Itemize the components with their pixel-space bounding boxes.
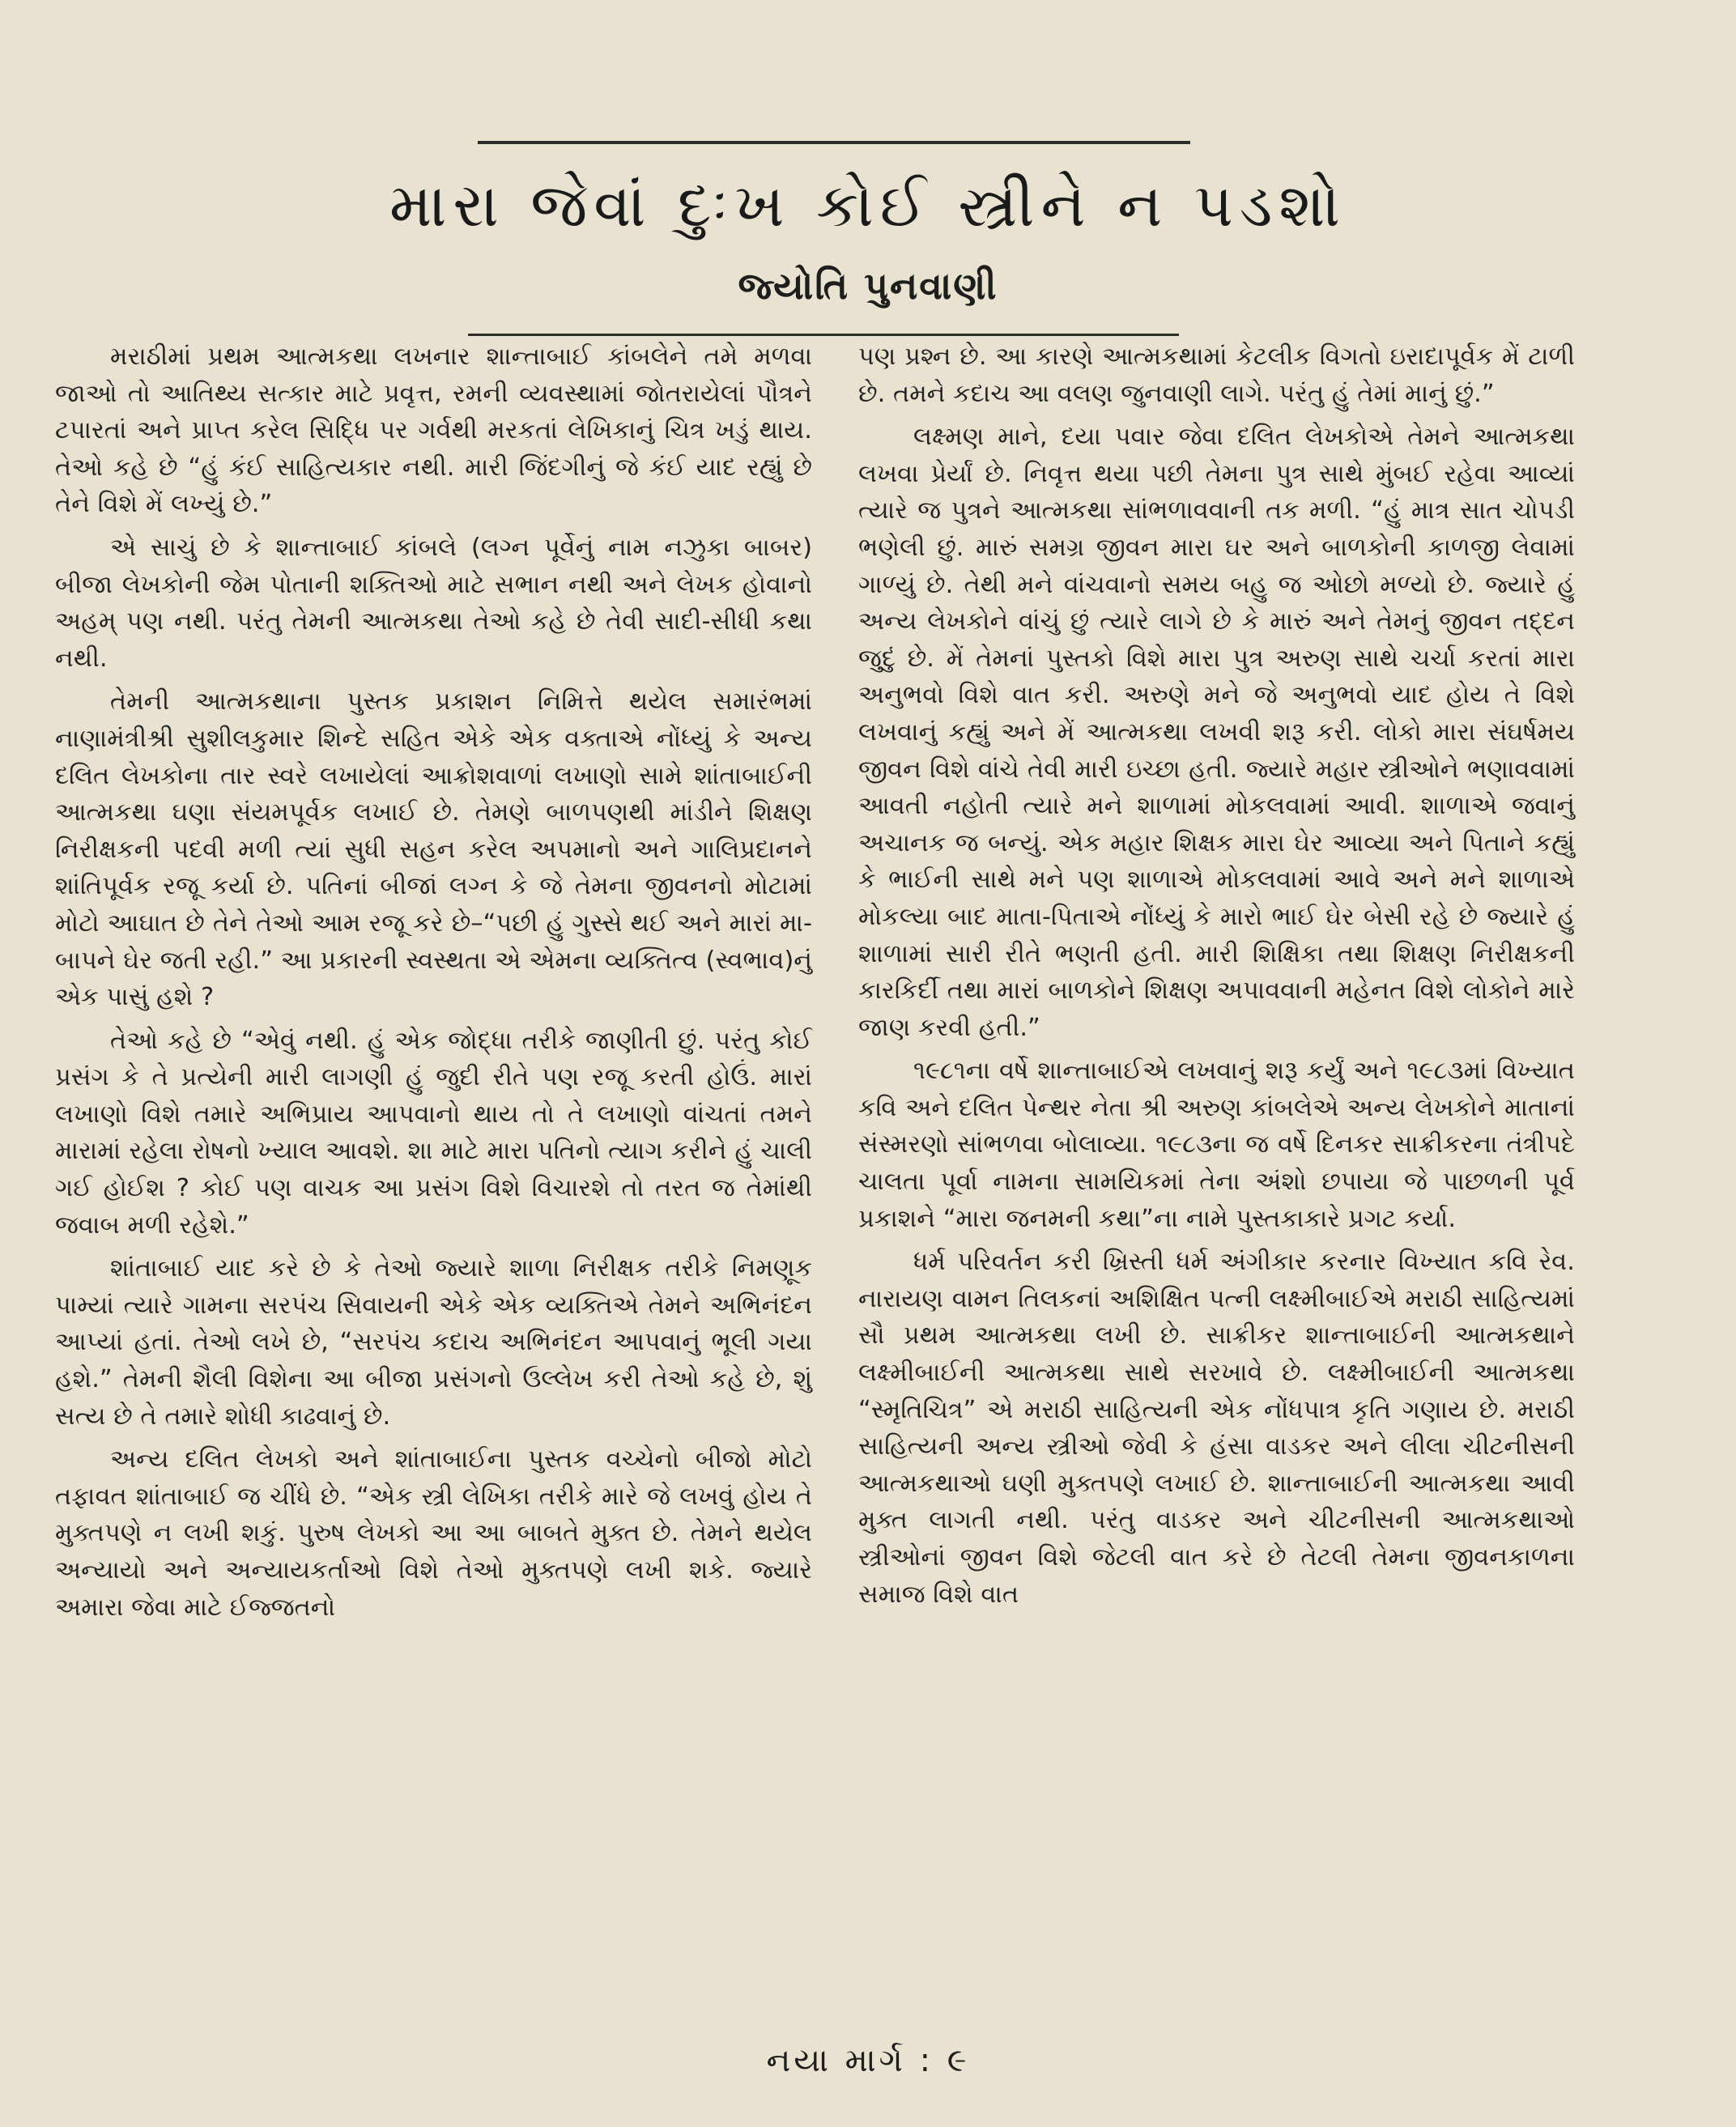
title-rule xyxy=(468,334,1179,336)
paragraph: ધર્મ પરિવર્તન કરી ખ્રિસ્તી ધર્મ અંગીકાર કરનાર વિખ્યાત કવિ રેવ. નારાયણ વામન તિલકનાં અશિક્ષિત પત્ની લક્ષ્મીબાઈએ મરાઠી સાહિત્યમાં સૌ પ્રથમ આત્મકથા લખી છે. સાક્રીકર શાન્તાબાઈની આત્મકથાને લક્ષ્મીબાઈની આત્મકથા સાથે સરખાવે છે. લક્ષ્મીબાઈની આત્મકથા “સ્મૃતિચિત્ર” એ મરાઠી સાહિત્યની એક નોંધપાત્ર કૃતિ ગણાય છે. મરાઠી સાહિત્યની અન્ય સ્ત્રીઓ જેવી કે હંસા વાડકર અને લીલા ચીટનીસની આત્મકથાઓ ઘણી મુક્તપણે લખાઈ છે. શાન્તાબાઈની આત્મકથા આવી મુક્ત લાગતી નથી. પરંતુ વાડકર અને ચીટનીસની આત્મકથાઓ સ્ત્રીઓનાં જીવન વિશે જેટલી વાત કરે છે તેટલી તેમના જીવનકાળના સમાજ વિશે વાત xyxy=(858,1248,1575,1609)
paragraph: લક્ષ્મણ માને, દયા પવાર જેવા દલિત લેખકોએ તેમને આત્મકથા લખવા પ્રેર્યાં છે. નિવૃત્ત થયા પછી તેમના પુત્ર સાથે મુંબઈ રહેવા આવ્યાં ત્યારે જ પુત્રને આત્મકથા સાંભળાવવાની તક મળી. “હું માત્ર સાત ચોપડી ભણેલી છું. મારું સમગ્ર જીવન મારા ઘર અને બાળકોની કાળજી લેવામાં ગાળ્યું છે. તેથી મને વાંચવાનો સમય બહુ જ ઓછો મળ્યો છે. જ્યારે હું અન્ય લેખકોને વાંચું છું ત્યારે લાગે છે કે મારું અને તેમનું જીવન તદ્દન જુદું છે. મેં તેમનાં પુસ્તકો વિશે મારા પુત્ર અરુણ સાથે ચર્ચા કરતાં મારા અનુભવો વિશે વાત કરી. અરુણે મને જે અનુભવો યાદ હોય તે વિશે લખવાનું કહ્યું અને મેં આત્મકથા લખવી શરૂ કરી. લોકો મારા સંઘર્ષમય જીવન વિશે વાંચે તેવી મારી ઇચ્છા હતી. જ્યારે મહાર સ્ત્રીઓને ભણાવવામાં આવતી નહોતી ત્યારે મને શાળામાં મોકલવામાં આવી. શાળાએ જવાનું અચાનક જ બન્યું. એક મહાર શિક્ષક મારા ઘેર આવ્યા અને પિતાને કહ્યું કે ભાઈની સાથે મને પણ શાળાએ મોકલવામાં આવે અને મને શાળાએ મોકલ્યા બાદ માતા-પિતાએ નોંધ્યું કે મારો ભાઈ ઘેર બેસી રહે છે જ્યારે હું શાળામાં સારી રીતે ભણતી હતી. મારી શિક્ષિકા તથા શિક્ષણ નિરીક્ષકની કારકિર્દી તથા મારાં બાળકોને શિક્ષણ અપાવવાની મહેનત વિશે લોકોને મારે જાણ કરવી હતી.” xyxy=(858,423,1575,1042)
paragraph: શાંતાબાઈ યાદ કરે છે કે તેઓ જ્યારે શાળા નિરીક્ષક તરીકે નિમણૂક પામ્યાં ત્યારે ગામના સરપંચ સિવાયની એકે એક વ્યક્તિએ તેમને અભિનંદન આપ્યાં હતાં. તેઓ લખે છે, “સરપંચ કદાચ અભિનંદન આપવાનું ભૂલી ગયા હશે.” તેમની શૈલી વિશેના આ બીજા પ્રસંગનો ઉલ્લેખ કરી તેઓ કહે છે, શું સત્ય છે તે તમારે શોધી કાઢવાનું છે. xyxy=(55,1254,812,1431)
paragraph: તેમની આત્મકથાના પુસ્તક પ્રકાશન નિમિત્તે થયેલ સમારંભમાં નાણામંત્રીશ્રી સુશીલકુમાર શિન્દે સહિત એકે એક વક્તાએ નોંધ્યું કે અન્ય દલિત લેખકોના તાર સ્વરે લખાયેલાં આક્રોશવાળાં લખાણો સામે શાંતાબાઈની આત્મકથા ઘણા સંયમપૂર્વક લખાઈ છે. તેમણે બાળપણથી માંડીને શિક્ષણ નિરીક્ષકની પદવી મળી ત્યાં સુધી સહન કરેલ અપમાનો અને ગાલિપ્રદાનને શાંતિપૂર્વક રજૂ કર્યા છે. પતિનાં બીજાં લગ્ન કે જે તેમના જીવનનો મોટામાં મોટો આઘાત છે તેને તેઓ આમ રજૂ કરે છે–“પછી હું ગુસ્સે થઈ અને મારાં મા-બાપને ઘેર જતી રહી.” આ પ્રકારની સ્વસ્થતા એ એમના વ્યક્તિત્વ (સ્વભાવ)નું એક પાસું હશે ? xyxy=(55,687,812,1012)
paragraph: અન્ય દલિત લેખકો અને શાંતાબાઈના પુસ્તક વચ્ચેનો બીજો મોટો તફાવત શાંતાબાઈ જ ચીંધે છે. “એક સ્ત્રી લેખિકા તરીકે મારે જે લખવું હોય તે મુક્તપણે ન લખી શકું. પુરુષ લેખકો આ આ બાબતે મુક્ત છે. તેમને થયેલ અન્યાયો અને અન્યાયકર્તાઓ વિશે તેઓ મુક્તપણે લખી શકે. જ્યારે અમારા જેવા માટે ઈજ્જતનો xyxy=(55,1445,812,1622)
top-rule xyxy=(478,141,1190,144)
paragraph: એ સાચું છે કે શાન્તાબાઈ કાંબલે (લગ્ન પૂર્વેનું નામ નઝુકા બાબર) બીજા લેખકોની જેમ પોતાની શક્તિઓ માટે સભાન નથી અને લેખક હોવાનો અહમ્ પણ નથી. પરંતુ તેમની આત્મકથા તેઓ કહે છે તેવી સાદી-સીધી કથા નથી. xyxy=(55,533,812,673)
article-title: મારા જેવાં દુઃખ કોઈ સ્ત્રીને ન પડશો xyxy=(389,171,1347,240)
page-footer: નયા માર્ગ : ૯ xyxy=(766,2042,970,2079)
paragraph: મરાઠીમાં પ્રથમ આત્મકથા લખનાર શાન્તાબાઈ કાંબલેને તમે મળવા જાઓ તો આતિથ્ય સત્કાર માટે પ્રવૃત્ત, રમની વ્યવસ્થામાં જોતરાયેલાં પૌત્રને ટપારતાં અને પ્રાપ્ત કરેલ સિદ્ધિ પર ગર્વથી મરકતાં લેખિકાનું ચિત્ર ખડું થાય. તેઓ કહે છે “હું કંઈ સાહિત્યકાર નથી. મારી જિંદગીનું જે કંઈ યાદ રહ્યું છે તેને વિશે મેં લખ્યું છે.” xyxy=(55,342,812,519)
paragraph: ૧૯૮૧ના વર્ષે શાન્તાબાઈએ લખવાનું શરૂ કર્યું અને ૧૯૮૩માં વિખ્યાત કવિ અને દલિત પેન્થર નેતા શ્રી અરુણ કાંબલેએ અન્ય લેખકોને માતાનાં સંસ્મરણો સાંભળવા બોલાવ્યા. ૧૯૮૩ના જ વર્ષે દિનકર સાક્રીકરના તંત્રીપદે ચાલતા પૂર્વા નામના સામયિકમાં તેના અંશો છપાયા જે પાછળની પૂર્વ પ્રકાશને “મારા જનમની કથા”ના નામે પુસ્તકાકારે પ્રગટ કર્યા. xyxy=(858,1057,1575,1233)
left-column xyxy=(55,338,812,1632)
right-column xyxy=(858,338,1575,1619)
paragraph: તેઓ કહે છે “એવું નથી. હું એક જોદ્ધા તરીકે જાણીતી છું. પરંતુ કોઈ પ્રસંગ કે તે પ્રત્યેની મારી લાગણી હું જુદી રીતે પણ રજૂ કરતી હોઉં. મારાં લખાણો વિશે તમારે અભિપ્રાય આપવાનો થાય તો તે લખાણો વાંચતાં તમને મારામાં રહેલા રોષનો ખ્યાલ આવશે. શા માટે મારા પતિનો ત્યાગ કરીને હું ચાલી ગઈ હોઈશ ? કોઈ પણ વાચક આ પ્રસંગ વિશે વિચારશે તો તરત જ તેમાંથી જવાબ મળી રહેશે.” xyxy=(55,1026,812,1240)
article-author: જ્યોતિ પુનવાણી xyxy=(738,264,998,308)
paragraph: પણ પ્રશ્ન છે. આ કારણે આત્મકથામાં કેટલીક વિગતો ઇરાદાપૂર્વક મેં ટાળી છે. તમને કદાચ આ વલણ જુનવાણી લાગે. પરંતુ હું તેમાં માનું છું.” xyxy=(858,342,1575,408)
